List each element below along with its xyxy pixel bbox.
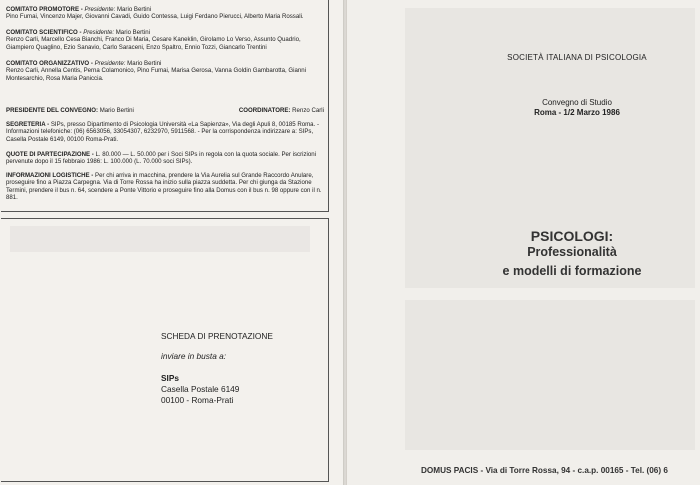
comitato-scientifico	[6, 29, 324, 51]
segreteria-text: SIPs, presso Dipartimento di Psicologia Università «La Sapienza», Via degli Apuli 8, 00185 Roma. - Informazioni telefoniche: (06) 6563056, 33054307, 6232970, 5911568. - Per la corrispondenza indirizzare a: SIPs, Casella Postale 6149, 00100 Roma-Prati.	[6, 121, 319, 143]
scientifico-president: Mario Bertini	[115, 29, 150, 36]
informazioni-logistiche	[6, 172, 324, 202]
title-line-3: e modelli di formazione	[502, 264, 642, 278]
title-line-2: Professionalità	[527, 245, 617, 259]
convegno-label: Convegno di Studio	[542, 98, 612, 107]
scientifico-members: Renzo Carli, Marcello Cesa Bianchi, Franco Di Maria, Cesare Kaneklin, Girolamo Lo Verso, Assunto Quadrio, Giampiero Quaglino, Ezio Sanavio, Carlo Saraceni, Enzo Spaltro, Ennio Tozzi, Giancarlo Trentini	[6, 36, 301, 51]
bleed-through-bottom	[405, 300, 695, 450]
quote-text: L. 80.000 — L. 50.000 per i Soci SIPs in regola con la quota sociale. Per iscrizioni pervenute dopo il 15 febbraio 1986: L. 100.000 (L. 70.000 soci SIPs).	[6, 151, 317, 166]
scheda-title: SCHEDA DI PRENOTAZIONE	[161, 331, 273, 341]
venue-footer: DOMUS PACIS - Via di Torre Rossa, 94 - c.a.p. 00165 - Tel. (06) 6	[421, 466, 668, 475]
coordinatore-label: COORDINATORE:	[238, 107, 291, 114]
organizzativo-label: COMITATO ORGANIZZATIVO -	[6, 60, 93, 67]
presidente-name: Mario Bertini	[99, 107, 134, 114]
logistiche-label: INFORMAZIONI LOGISTICHE -	[6, 172, 94, 179]
organizzativo-members: Renzo Carli, Annella Centis, Perna Colamonico, Pino Fumai, Marisa Gerosa, Vanna Goldin Gambarotta, Gianni Montesarchio, Rosa Maria Paniccia.	[6, 67, 306, 82]
presidente-label: PRESIDENTE DEL CONVEGNO:	[6, 107, 98, 114]
coordinatore-name: Renzo Carli	[292, 107, 324, 114]
title-line-1: PSICOLOGI:	[530, 228, 614, 244]
presidente-row	[6, 107, 324, 114]
bleed-through	[10, 226, 310, 252]
logistiche-text: Per chi arriva in macchina, prendere la Via Aurelia sul Grande Raccordo Anulare, proseguire fino a Piazza Carpegna. Via di Torre Rossa ha inizio sulla piazza suddetta. Per chi giunga da Stazione Termini, prendere il bus n. 64, scendere a Ponte Vittorio e proseguire fino alla Domus con il bus n. 98 oppure con il n. 881.	[6, 172, 322, 202]
quote-label: QUOTE DI PARTECIPAZIONE -	[6, 151, 94, 158]
organizzativo-role: Presidente:	[94, 60, 126, 67]
scheda-org: SIPs	[161, 373, 179, 383]
right-page	[347, 0, 700, 485]
scientifico-role: Presidente:	[83, 29, 115, 36]
society-name: SOCIETÀ ITALIANA DI PSICOLOGIA	[507, 53, 647, 62]
convegno-date: Roma - 1/2 Marzo 1986	[534, 108, 620, 117]
segreteria-label: SEGRETERIA -	[6, 121, 50, 128]
comitato-organizzativo	[6, 60, 324, 82]
promotore-members: Pino Fumai, Vincenzo Majer, Giovanni Cavadi, Guido Contessa, Luigi Ferdano Pierucci, Alberto Maria Rossali.	[6, 13, 304, 21]
scheda-casella: Casella Postale 6149	[161, 384, 240, 394]
organizzativo-president: Mario Bertini	[127, 60, 162, 67]
comitato-promotore	[6, 6, 324, 21]
segreteria	[6, 121, 324, 143]
booking-form-box	[1, 218, 329, 482]
promotore-president: Mario Bertini	[116, 6, 152, 13]
left-page	[0, 0, 343, 485]
promotore-role: Presidente:	[84, 6, 116, 13]
promotore-label: COMITATO PROMOTORE -	[6, 6, 83, 13]
quote-partecipazione	[6, 151, 324, 166]
scheda-city: 00100 - Roma-Prati	[161, 395, 234, 405]
scheda-inviare: inviare in busta a:	[161, 351, 227, 361]
scientifico-label: COMITATO SCIENTIFICO -	[6, 29, 82, 36]
